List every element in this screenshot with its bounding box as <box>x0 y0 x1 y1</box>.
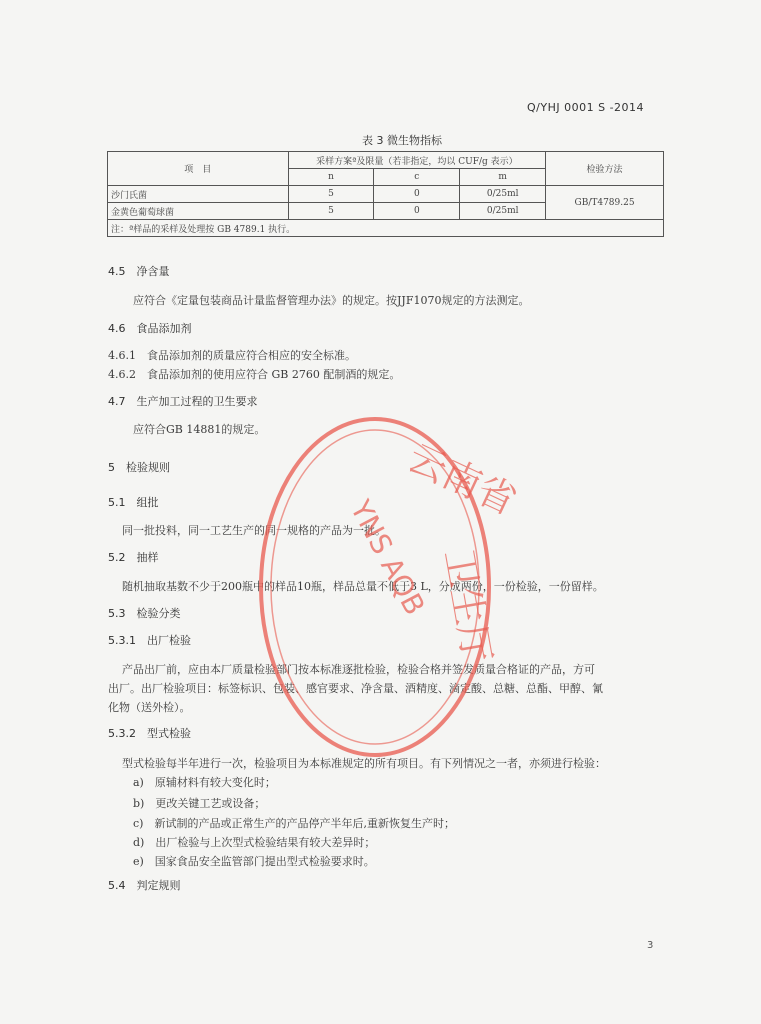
row-item: 金黄色葡萄球菌 <box>108 203 289 220</box>
row-c: 0 <box>374 203 460 220</box>
seal-top-text: 云南省 <box>401 435 524 524</box>
section-4-7-body: 应符合GB 14881的规定。 <box>133 423 266 436</box>
section-5-2-title: 5.2 抽样 <box>108 551 159 564</box>
section-5-3-2-title: 5.3.2 型式检验 <box>108 727 191 740</box>
table-note: 注：ª样品的采样及处理按 GB 4789.1 执行。 <box>108 220 664 237</box>
section-4-5-body: 应符合《定量包装商品计量监督管理办法》的规定。按JJF1070规定的方法测定。 <box>133 294 530 307</box>
subheader-n: n <box>288 169 374 186</box>
section-5-title: 5 检验规则 <box>108 461 170 474</box>
subheader-m: m <box>460 169 546 186</box>
subheader-c: c <box>374 169 460 186</box>
list-item: e) 国家食品安全监管部门提出型式检验要求时。 <box>133 855 375 868</box>
row-n: 5 <box>288 186 374 203</box>
section-5-1-body: 同一批投料，同一工艺生产的同一规格的产品为一批。 <box>122 524 386 537</box>
list-item: b) 更改关键工艺或设备； <box>133 797 266 810</box>
row-item: 沙门氏菌 <box>108 186 289 203</box>
seal-side-text: 卫生厅 <box>436 545 500 666</box>
row-method: GB/T4789.25 <box>546 186 664 220</box>
section-5-4-title: 5.4 判定规则 <box>108 879 181 892</box>
header-method: 检验方法 <box>546 152 664 186</box>
page-number: 3 <box>647 940 654 951</box>
section-4-7-title: 4.7 生产加工过程的卫生要求 <box>108 395 258 408</box>
list-item: d) 出厂检验与上次型式检验结果有较大差异时； <box>133 836 376 849</box>
row-m: 0/25ml <box>460 186 546 203</box>
section-5-3-2-body: 型式检验每半年进行一次，检验项目为本标准规定的所有项目。有下列情况之一者，亦须进行检验： <box>122 757 606 770</box>
header-item: 项 目 <box>108 152 289 186</box>
section-4-6-title: 4.6 食品添加剂 <box>108 322 192 335</box>
document-code: Q/YHJ 0001 S -2014 <box>527 101 645 114</box>
row-n: 5 <box>288 203 374 220</box>
list-item: a) 原辅材料有较大变化时； <box>133 776 276 789</box>
section-5-3-1-title: 5.3.1 出厂检验 <box>108 634 191 647</box>
microbe-table <box>107 151 664 237</box>
table-row <box>108 186 664 203</box>
section-4-6-2: 4.6.2 食品添加剂的使用应符合 GB 2760 配制酒的规定。 <box>108 368 401 381</box>
seal-inner-text: YNS AQB <box>343 494 432 621</box>
section-5-3-1-body-line2: 出厂。出厂检验项目：标签标识、包装、感官要求、净含量、酒精度、滴定酸、总糖、总酯、甲醇、氰 <box>108 682 603 695</box>
list-item: c) 新试制的产品或正常生产的产品停产半年后,重新恢复生产时； <box>133 817 455 830</box>
section-5-2-body: 随机抽取基数不少于200瓶中的样品10瓶，样品总量不低于3 L，分成两份，一份检验，一份留样。 <box>122 580 604 593</box>
section-5-1-title: 5.1 组批 <box>108 496 159 509</box>
section-4-6-1: 4.6.1 食品添加剂的质量应符合相应的安全标准。 <box>108 349 356 362</box>
header-sampling: 采样方案ª及限量（若非指定，均以 CUF/g 表示） <box>288 152 546 169</box>
section-5-3-title: 5.3 检验分类 <box>108 607 181 620</box>
section-4-5-title: 4.5 净含量 <box>108 265 170 278</box>
table-caption: 表 3 微生物指标 <box>362 134 442 147</box>
section-5-3-1-body-line1: 产品出厂前，应由本厂质量检验部门按本标准逐批检验，检验合格并签发质量合格证的产品，方可 <box>122 663 595 676</box>
row-m: 0/25ml <box>460 203 546 220</box>
section-5-3-1-body-line3: 化物（送外检）。 <box>108 701 191 714</box>
row-c: 0 <box>374 186 460 203</box>
